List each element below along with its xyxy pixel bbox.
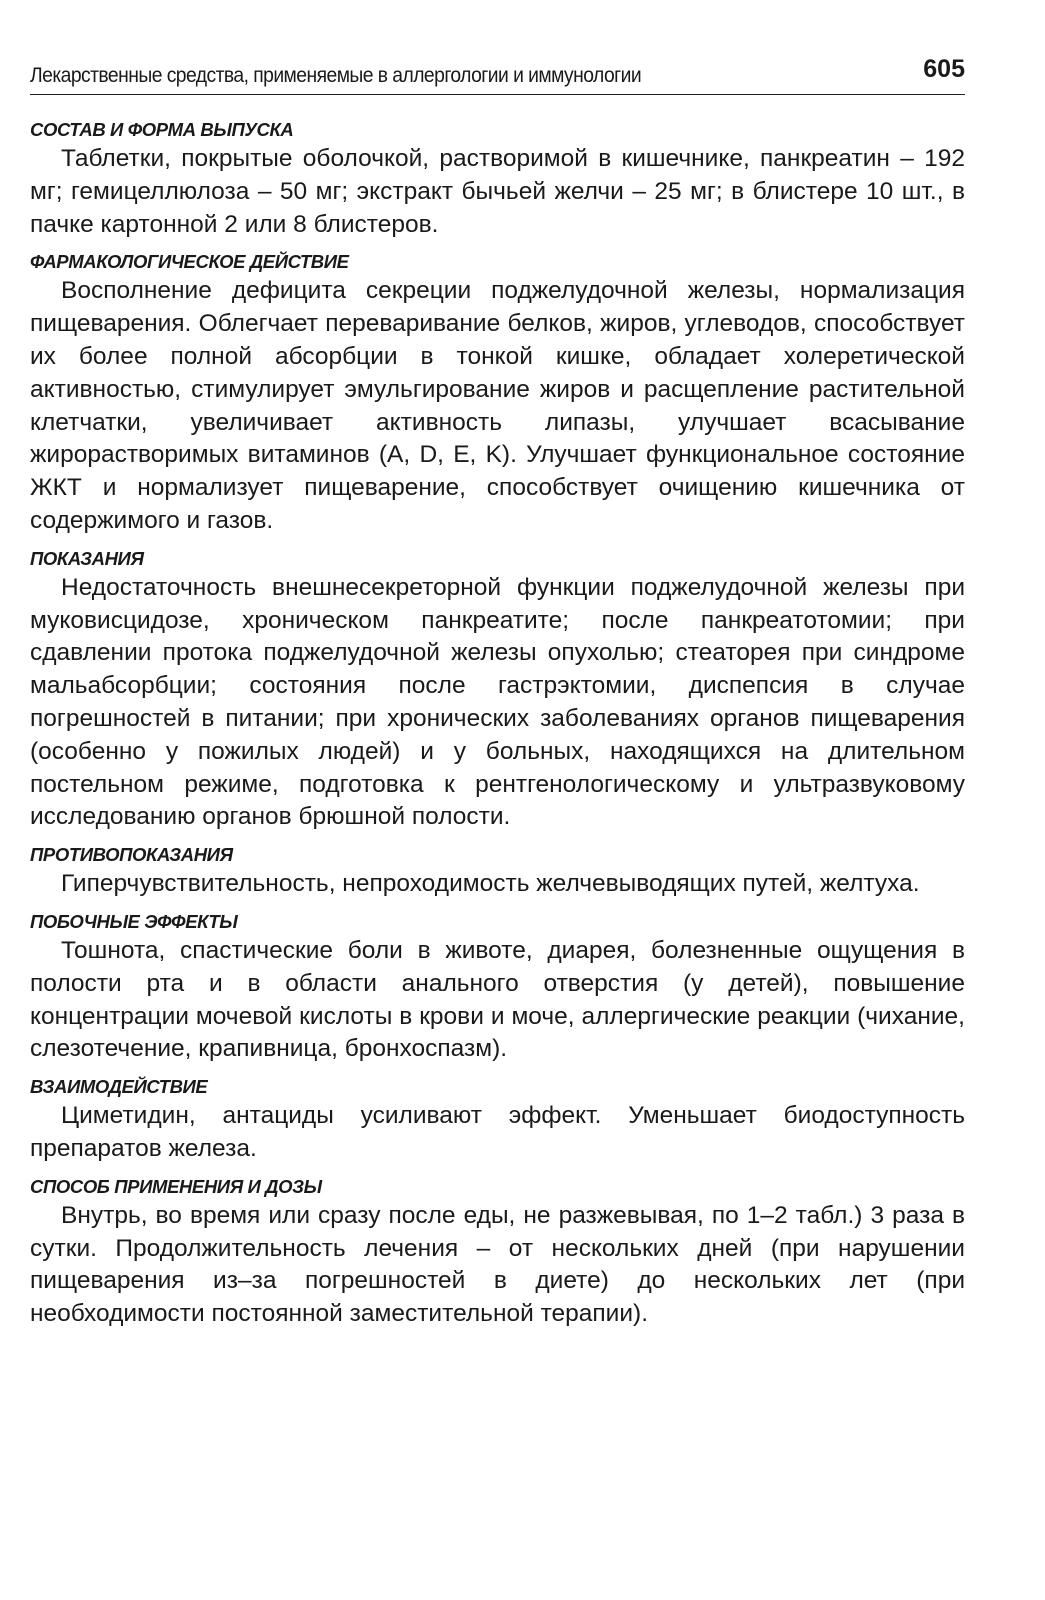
- running-header: [30, 48, 965, 95]
- section-pharmacology: [30, 249, 965, 537]
- section-heading: ПОБОЧНЫЕ ЭФФЕКТЫ: [30, 910, 238, 932]
- section-heading: ПОКАЗАНИЯ: [30, 547, 144, 569]
- section-heading: СПОСОБ ПРИМЕНЕНИЯ И ДОЗЫ: [30, 1175, 322, 1197]
- running-title: Лекарственные средства, применяемые в аллергологии и иммунологии: [30, 64, 642, 87]
- section-contraindications: [30, 842, 965, 901]
- section-body: Внутрь, во время или сразу после еды, не разжевывая, по 1–2 табл.) 3 раза в сутки. Продолжительность лечения – от нескольких дней (при нарушении пищеварения из–за погрешностей в диете) до нескольких лет (при необходимости постоянной заместительной терапии).: [30, 1201, 965, 1328]
- section-interactions: [30, 1074, 965, 1166]
- section-dosage: [30, 1174, 965, 1331]
- section-body: Таблетки, покрытые оболочкой, растворимой в кишечнике, панкреатин – 192 мг; гемицеллюлоза – 50 мг; экстракт бычьей желчи – 25 мг; в блистере 10 шт., в пачке картонной 2 или 8 блистеров.: [30, 145, 965, 238]
- section-indications: [30, 546, 965, 834]
- section-body: Циметидин, антациды усиливают эффект. Уменьшает биодоступность препаратов железа.: [30, 1102, 965, 1162]
- section-side-effects: [30, 909, 965, 1066]
- page-number: 605: [923, 55, 965, 83]
- section-heading: ФАРМАКОЛОГИЧЕСКОЕ ДЕЙСТВИЕ: [30, 251, 349, 273]
- section-body: Недостаточность внешнесекреторной функции поджелудочной железы при муковисцидозе, хроническом панкреатите; после панкреатотомии; при сдавлении протока поджелудочной железы опухолью; стеаторея при синдроме мальабсорбции; состояния после гастрэктомии, диспепсия в случае погрешностей в питании; при хронических заболеваниях органов пищеварения (особенно у пожилых людей) и у больных, находящихся на длительном постельном режиме, подготовка к рентгенологическому и ультразвуковому исследованию органов брюшной полости.: [30, 573, 965, 831]
- section-body: Тошнота, спастические боли в животе, диарея, болезненные ощущения в полости рта и в области анального отверстия (у детей), повышение концентрации мочевой кислоты в крови и моче, аллергические реакции (чихание, слезотечение, крапивница, бронхоспазм).: [30, 936, 965, 1063]
- section-composition: [30, 117, 965, 241]
- section-body: Восполнение дефицита секреции поджелудочной железы, нормализация пищеварения. Облегчает переваривание белков, жиров, углеводов, способствует их более полной абсорбции в тонкой кишке, обладает холеретической активностью, стимулирует эмульгирование жиров и расщепление растительной клетчатки, увеличивает активность липазы, улучшает всасывание жирорастворимых витаминов (A, D, E, K). Улучшает функциональное состояние ЖКТ и нормализует пищеварение, способствует очищению кишечника от содержимого и газов.: [30, 277, 965, 534]
- page: [30, 48, 965, 1331]
- section-heading: ВЗАИМОДЕЙСТВИЕ: [30, 1076, 208, 1098]
- section-heading: ПРОТИВОПОКАЗАНИЯ: [30, 844, 233, 866]
- section-heading: СОСТАВ И ФОРМА ВЫПУСКА: [30, 119, 294, 140]
- section-body: Гиперчувствительность, непроходимость желчевыводящих путей, желтуха.: [61, 870, 920, 898]
